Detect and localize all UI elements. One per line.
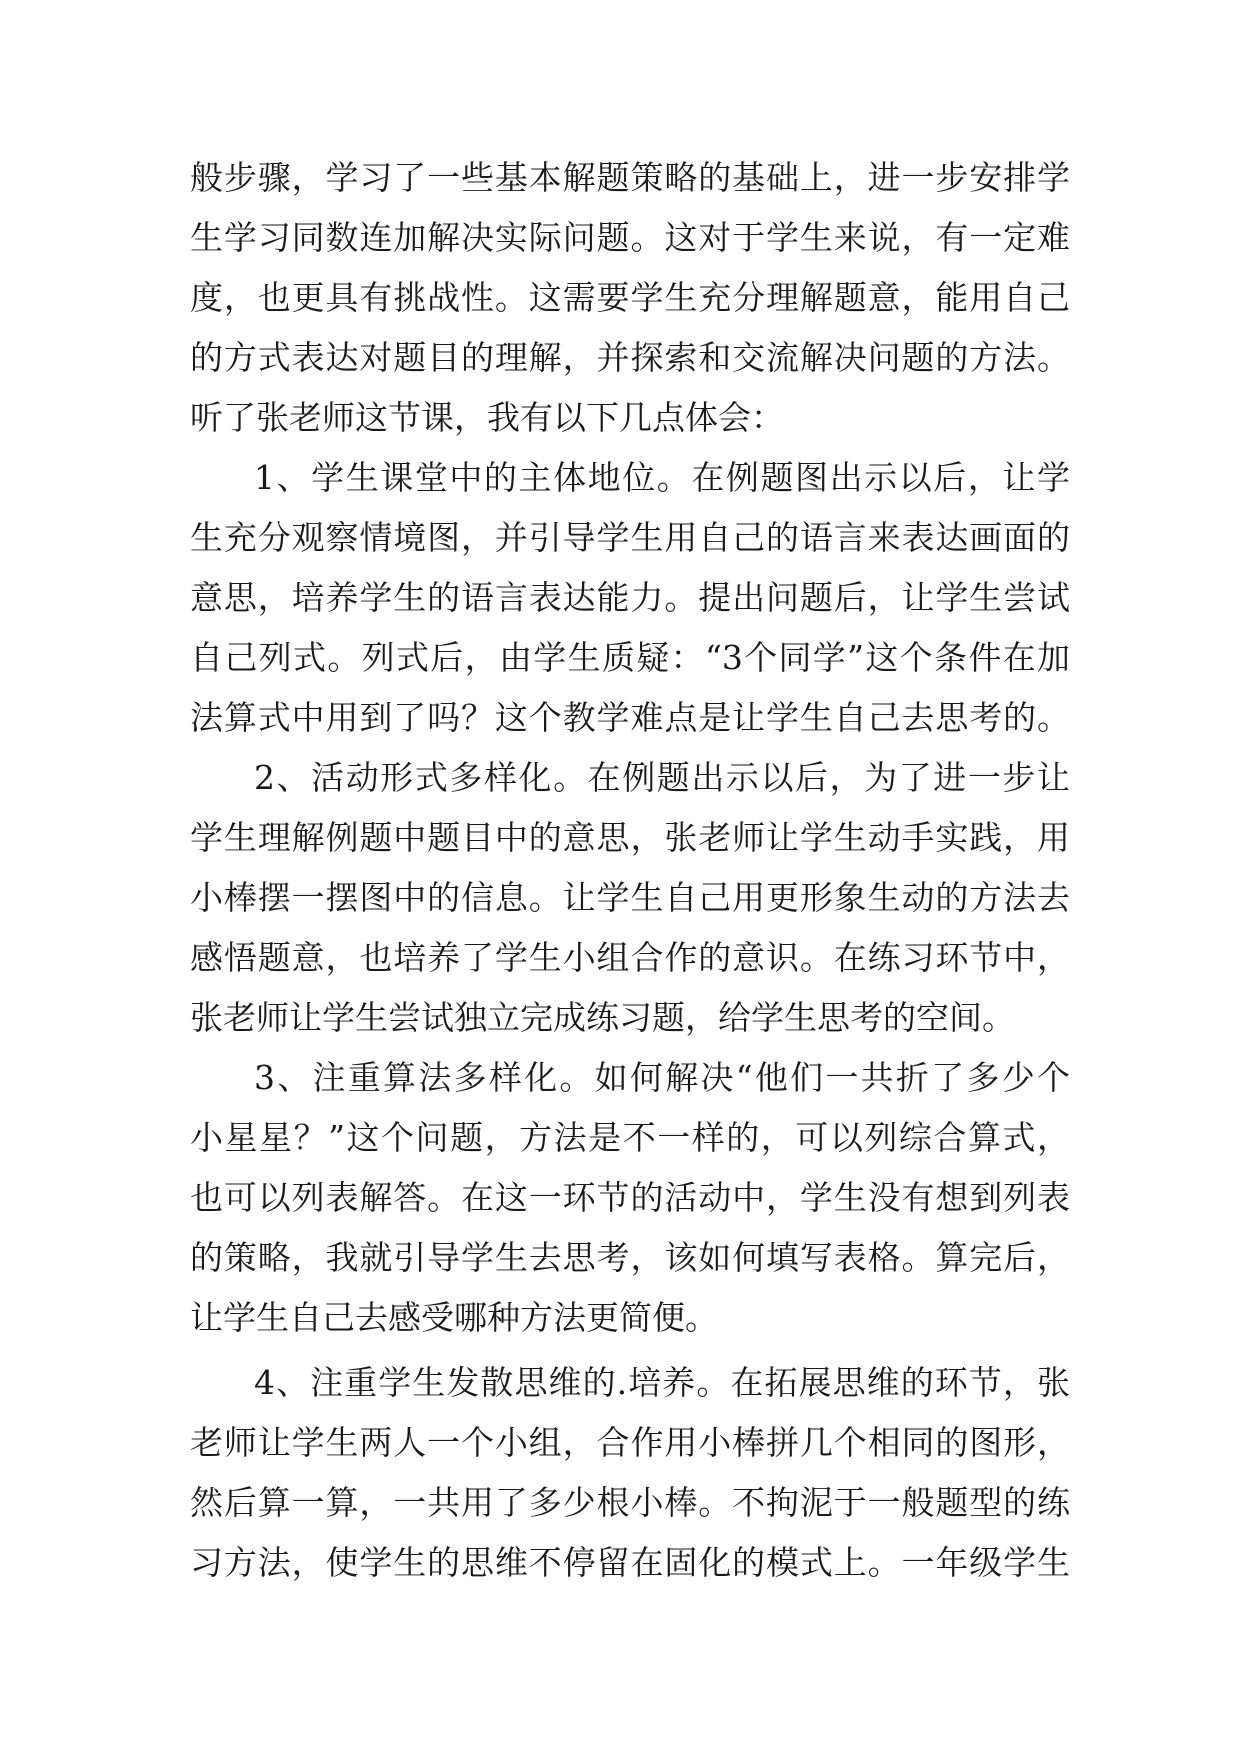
text-line: 张老师让学生尝试独立完成练习题，给学生思考的空间。: [190, 998, 1015, 1037]
text-line: 感悟题意，也培养了学生小组合作的意识。在练习环节中，: [190, 938, 1070, 977]
text-line: 般步骤，学习了一些基本解题策略的基础上，进一步安排学: [190, 158, 1070, 197]
text-line: 让学生自己去感受哪种方法更简便。: [190, 1298, 718, 1337]
text-line: 也可以列表解答。在这一环节的活动中，学生没有想到列表: [190, 1178, 1070, 1217]
text-line: 学生理解例题中题目中的意思，张老师让学生动手实践，用: [190, 818, 1070, 857]
text-line: 自己列式。列式后，由学生质疑：“3个同学”这个条件在加: [190, 638, 1070, 677]
text-line: 的方式表达对题目的理解，并探索和交流解决问题的方法。: [190, 338, 1070, 377]
text-line: 法算式中用到了吗？这个教学难点是让学生自己去思考的。: [190, 698, 1070, 737]
text-line: 小棒摆一摆图中的信息。让学生自己用更形象生动的方法去: [190, 878, 1070, 917]
paragraph-4-start: 4、注重学生发散思维的.培养。在拓展思维的环节，张: [254, 1363, 1070, 1402]
text-line: 老师让学生两人一个小组，合作用小棒拼几个相同的图形，: [190, 1423, 1070, 1462]
text-line: 的策略，我就引导学生去思考，该如何填写表格。算完后，: [190, 1238, 1070, 1277]
text-line: 意思，培养学生的语言表达能力。提出问题后，让学生尝试: [190, 578, 1070, 617]
text-line: 度，也更具有挑战性。这需要学生充分理解题意，能用自己: [190, 278, 1070, 317]
text-line: 听了张老师这节课，我有以下几点体会：: [190, 398, 784, 437]
text-line: 生学习同数连加解决实际问题。这对于学生来说，有一定难: [190, 218, 1070, 257]
paragraph-2-start: 2、活动形式多样化。在例题出示以后，为了进一步让: [254, 758, 1070, 797]
paragraph-1-start: 1、学生课堂中的主体地位。在例题图出示以后，让学: [254, 458, 1070, 497]
text-line: 小星星？”这个问题，方法是不一样的，可以列综合算式，: [190, 1118, 1070, 1157]
text-line: 生充分观察情境图，并引导学生用自己的语言来表达画面的: [190, 518, 1070, 557]
text-line: 然后算一算，一共用了多少根小棒。不拘泥于一般题型的练: [190, 1483, 1070, 1522]
text-line: 习方法，使学生的思维不停留在固化的模式上。一年级学生: [190, 1543, 1070, 1582]
paragraph-3-start: 3、注重算法多样化。如何解决“他们一共折了多少个: [254, 1058, 1070, 1097]
